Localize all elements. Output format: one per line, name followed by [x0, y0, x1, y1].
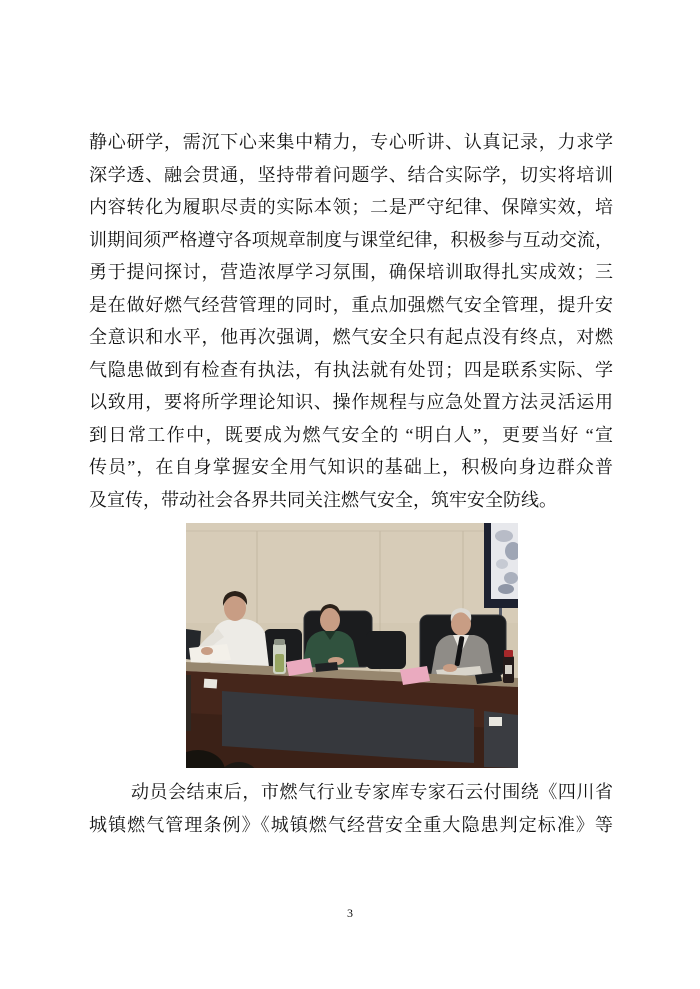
text-line: 动员会结束后，市燃气行业专家库专家石云付围绕《四川省 — [131, 782, 613, 802]
projection-screen — [484, 523, 518, 617]
text-line: 训期间须严格遵守各项规章制度与课堂纪律，积极参与互动交流， — [89, 229, 613, 250]
desk-label — [489, 717, 502, 726]
text-line: 全意识和水平，他再次强调，燃气安全只有起点没有终点，对燃 — [89, 327, 613, 347]
text-line: 及宣传，带动社会各界共同关注燃气安全，筑牢安全防线。 — [89, 489, 557, 510]
desk-label — [204, 679, 218, 689]
meeting-photo — [186, 523, 518, 768]
body-paragraph-2 — [89, 776, 613, 841]
text-line: 城镇燃气管理条例》《城镇燃气经营安全重大隐患判定标准》等 — [89, 814, 613, 835]
page-number: 3 — [347, 906, 353, 920]
body-paragraph-1 — [89, 126, 613, 516]
text-line: 气隐患做到有检查有执法，有执法就有处罚；四是联系实际、学 — [89, 359, 613, 380]
text-line: 传员”，在自身掌握安全用气知识的基础上，积极向身边群众普 — [89, 457, 613, 477]
text-line: 是在做好燃气经营管理的同时，重点加强燃气安全管理，提升安 — [89, 294, 613, 315]
text-line: 勇于提问探讨，营造浓厚学习氛围，确保培训取得扎实成效；三 — [89, 262, 613, 282]
conference-table — [186, 662, 518, 768]
text-line: 以致用，要将所学理论知识、操作规程与应急处置方法灵活运用 — [89, 392, 613, 412]
text-line: 深学透、融会贯通，坚持带着问题学、结合实际学，切实将培训 — [89, 164, 613, 185]
text-line: 静心研学，需沉下心来集中精力，专心听讲、认真记录，力求学 — [89, 132, 613, 152]
text-line: 内容转化为履职尽责的实际本领；二是严守纪律、保障实效，培 — [89, 197, 613, 217]
text-line: 到日常工作中，既要成为燃气安全的 “明白人”，更要当好 “宣 — [89, 424, 613, 445]
